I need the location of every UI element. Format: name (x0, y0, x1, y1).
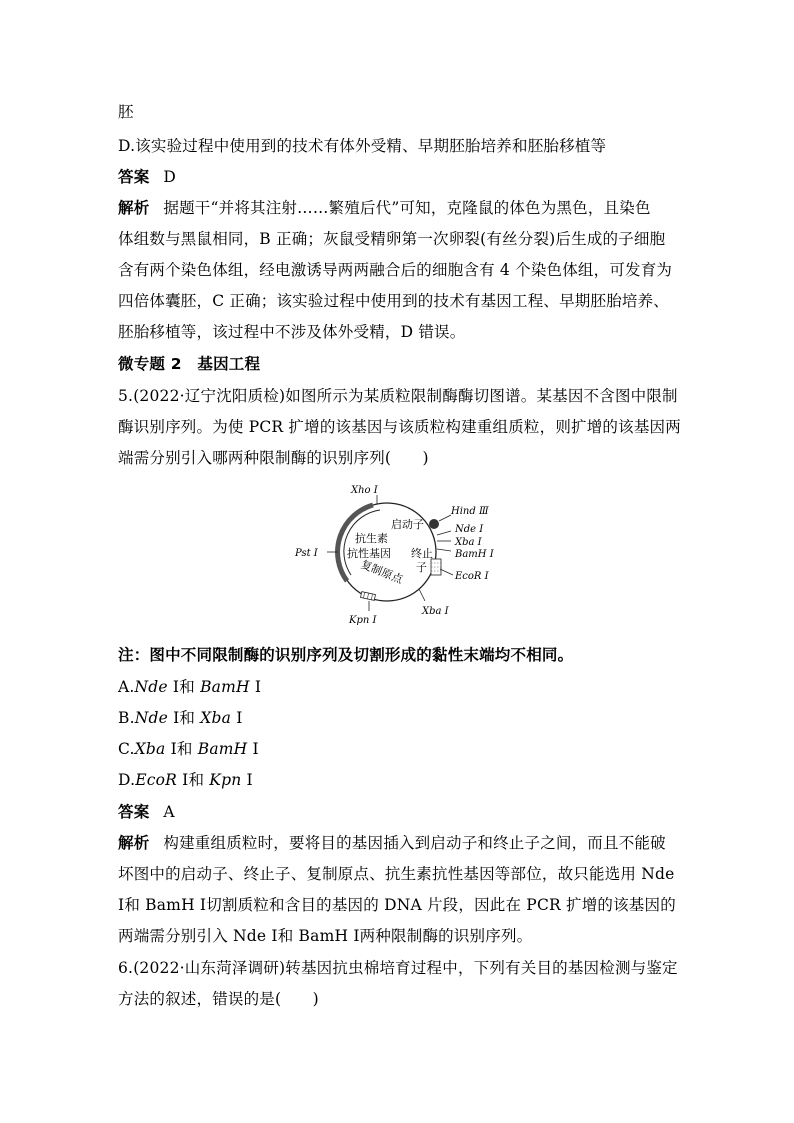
q4-tail: 胚 (118, 103, 134, 121)
site-ndeI: Nde Ⅰ (455, 524, 484, 535)
site-kpnI: Kpn Ⅰ (349, 615, 377, 626)
q5-option-a: A.Nde Ⅰ和 BamH Ⅰ (118, 678, 262, 696)
q5-option-b: B.Nde Ⅰ和 Xba Ⅰ (118, 709, 243, 727)
q5-answer (118, 800, 175, 822)
site-hindIII: Hind Ⅲ (451, 506, 489, 517)
label-terminator-2: 子 (416, 561, 427, 574)
site-bamHI: BamH Ⅰ (455, 549, 494, 560)
q4-analysis-line-5: 胚胎移植等，该过程中不涉及体外受精，D 错误。 (118, 323, 466, 341)
label-promoter: 启动子 (391, 518, 424, 531)
q4-analysis-line-2: 体组数与黑鼠相同，B 正确；灰鼠受精卵第一次卵裂(有丝分裂)后生成的子细胞 (118, 230, 666, 248)
site-xbaI-top: Xba Ⅰ (455, 537, 482, 548)
analysis-label: 解析 (118, 199, 150, 217)
section-heading: 微专题 2 基因工程 (118, 355, 261, 373)
answer-label: 答案 (118, 168, 150, 186)
q5-option-c: C.Xba Ⅰ和 BamH Ⅰ (118, 740, 259, 758)
site-xhoI: Xho Ⅰ (351, 485, 378, 496)
plasmid-map (285, 477, 515, 637)
q5-stem-line-3: 端需分别引入哪两种限制酶的识别序列( ) (118, 449, 429, 467)
q4-option-d: D.该实验过程中使用到的技术有体外受精、早期胚胎培养和胚胎移植等 (118, 137, 607, 155)
q4-analysis-line-1: 解析 据题干“并将其注射……繁殖后代”可知，克隆鼠的体色为黑色，且染色 (118, 199, 651, 217)
q4-answer (118, 165, 176, 187)
site-pstI: Pst Ⅰ (295, 548, 318, 559)
answer-value: D (163, 168, 177, 186)
label-terminator-1: 终止 (411, 547, 433, 560)
q4-analysis-line-4: 四倍体囊胚，C 正确；该实验过程中使用到的技术有基因工程、早期胚胎培养、 (118, 292, 669, 310)
q4-analysis-line-3: 含有两个染色体组，经电激诱导两两融合后的细胞含有 4 个染色体组，可发育为 (118, 261, 673, 279)
q5-analysis-line-3: Ⅰ和 BamH Ⅰ切割质粒和含目的基因的 DNA 片段，因此在 PCR 扩增的该基因的 (118, 896, 676, 914)
q5-analysis-line-4: 两端需分别引入 Nde Ⅰ和 BamH Ⅰ两种限制酶的识别序列。 (118, 927, 533, 945)
q5-option-d: D.EcoR Ⅰ和 Kpn Ⅰ (118, 771, 253, 789)
site-ecoRI: EcoR Ⅰ (455, 571, 489, 582)
q5-analysis-line-2: 坏图中的启动子、终止子、复制原点、抗生素抗性基因等部位，故只能选用 Nde (118, 865, 675, 883)
q6-stem-line-1: 6.(2022·山东菏泽调研)转基因抗虫棉培育过程中，下列有关目的基因检测与鉴定 (118, 959, 678, 977)
answer-value: A (163, 803, 175, 821)
answer-label: 答案 (118, 803, 150, 821)
q5-stem-line-1: 5.(2022·辽宁沈阳质检)如图所示为某质粒限制酶酶切图谱。某基因不含图中限制 (118, 387, 678, 405)
q5-analysis-line-1: 解析 构建重组质粒时，要将目的基因插入到启动子和终止子之间，而且不能破 (118, 834, 666, 852)
promoter-dot (429, 519, 439, 529)
q5-note: 注：图中不同限制酶的识别序列及切割形成的黏性末端均不相同。 (118, 646, 574, 664)
q5-stem-line-2: 酶识别序列。为使 PCR 扩增的该基因与该质粒构建重组质粒，则扩增的该基因两 (118, 418, 681, 436)
label-resistance-1: 抗生素 (355, 532, 388, 545)
label-resistance-2: 抗性基因 (347, 547, 391, 560)
site-xbaI-bottom: Xba Ⅰ (422, 606, 449, 617)
q6-stem-line-2: 方法的叙述，错误的是( ) (118, 990, 319, 1008)
analysis-label: 解析 (118, 834, 150, 852)
label-origin: 复制原点 (358, 557, 405, 587)
